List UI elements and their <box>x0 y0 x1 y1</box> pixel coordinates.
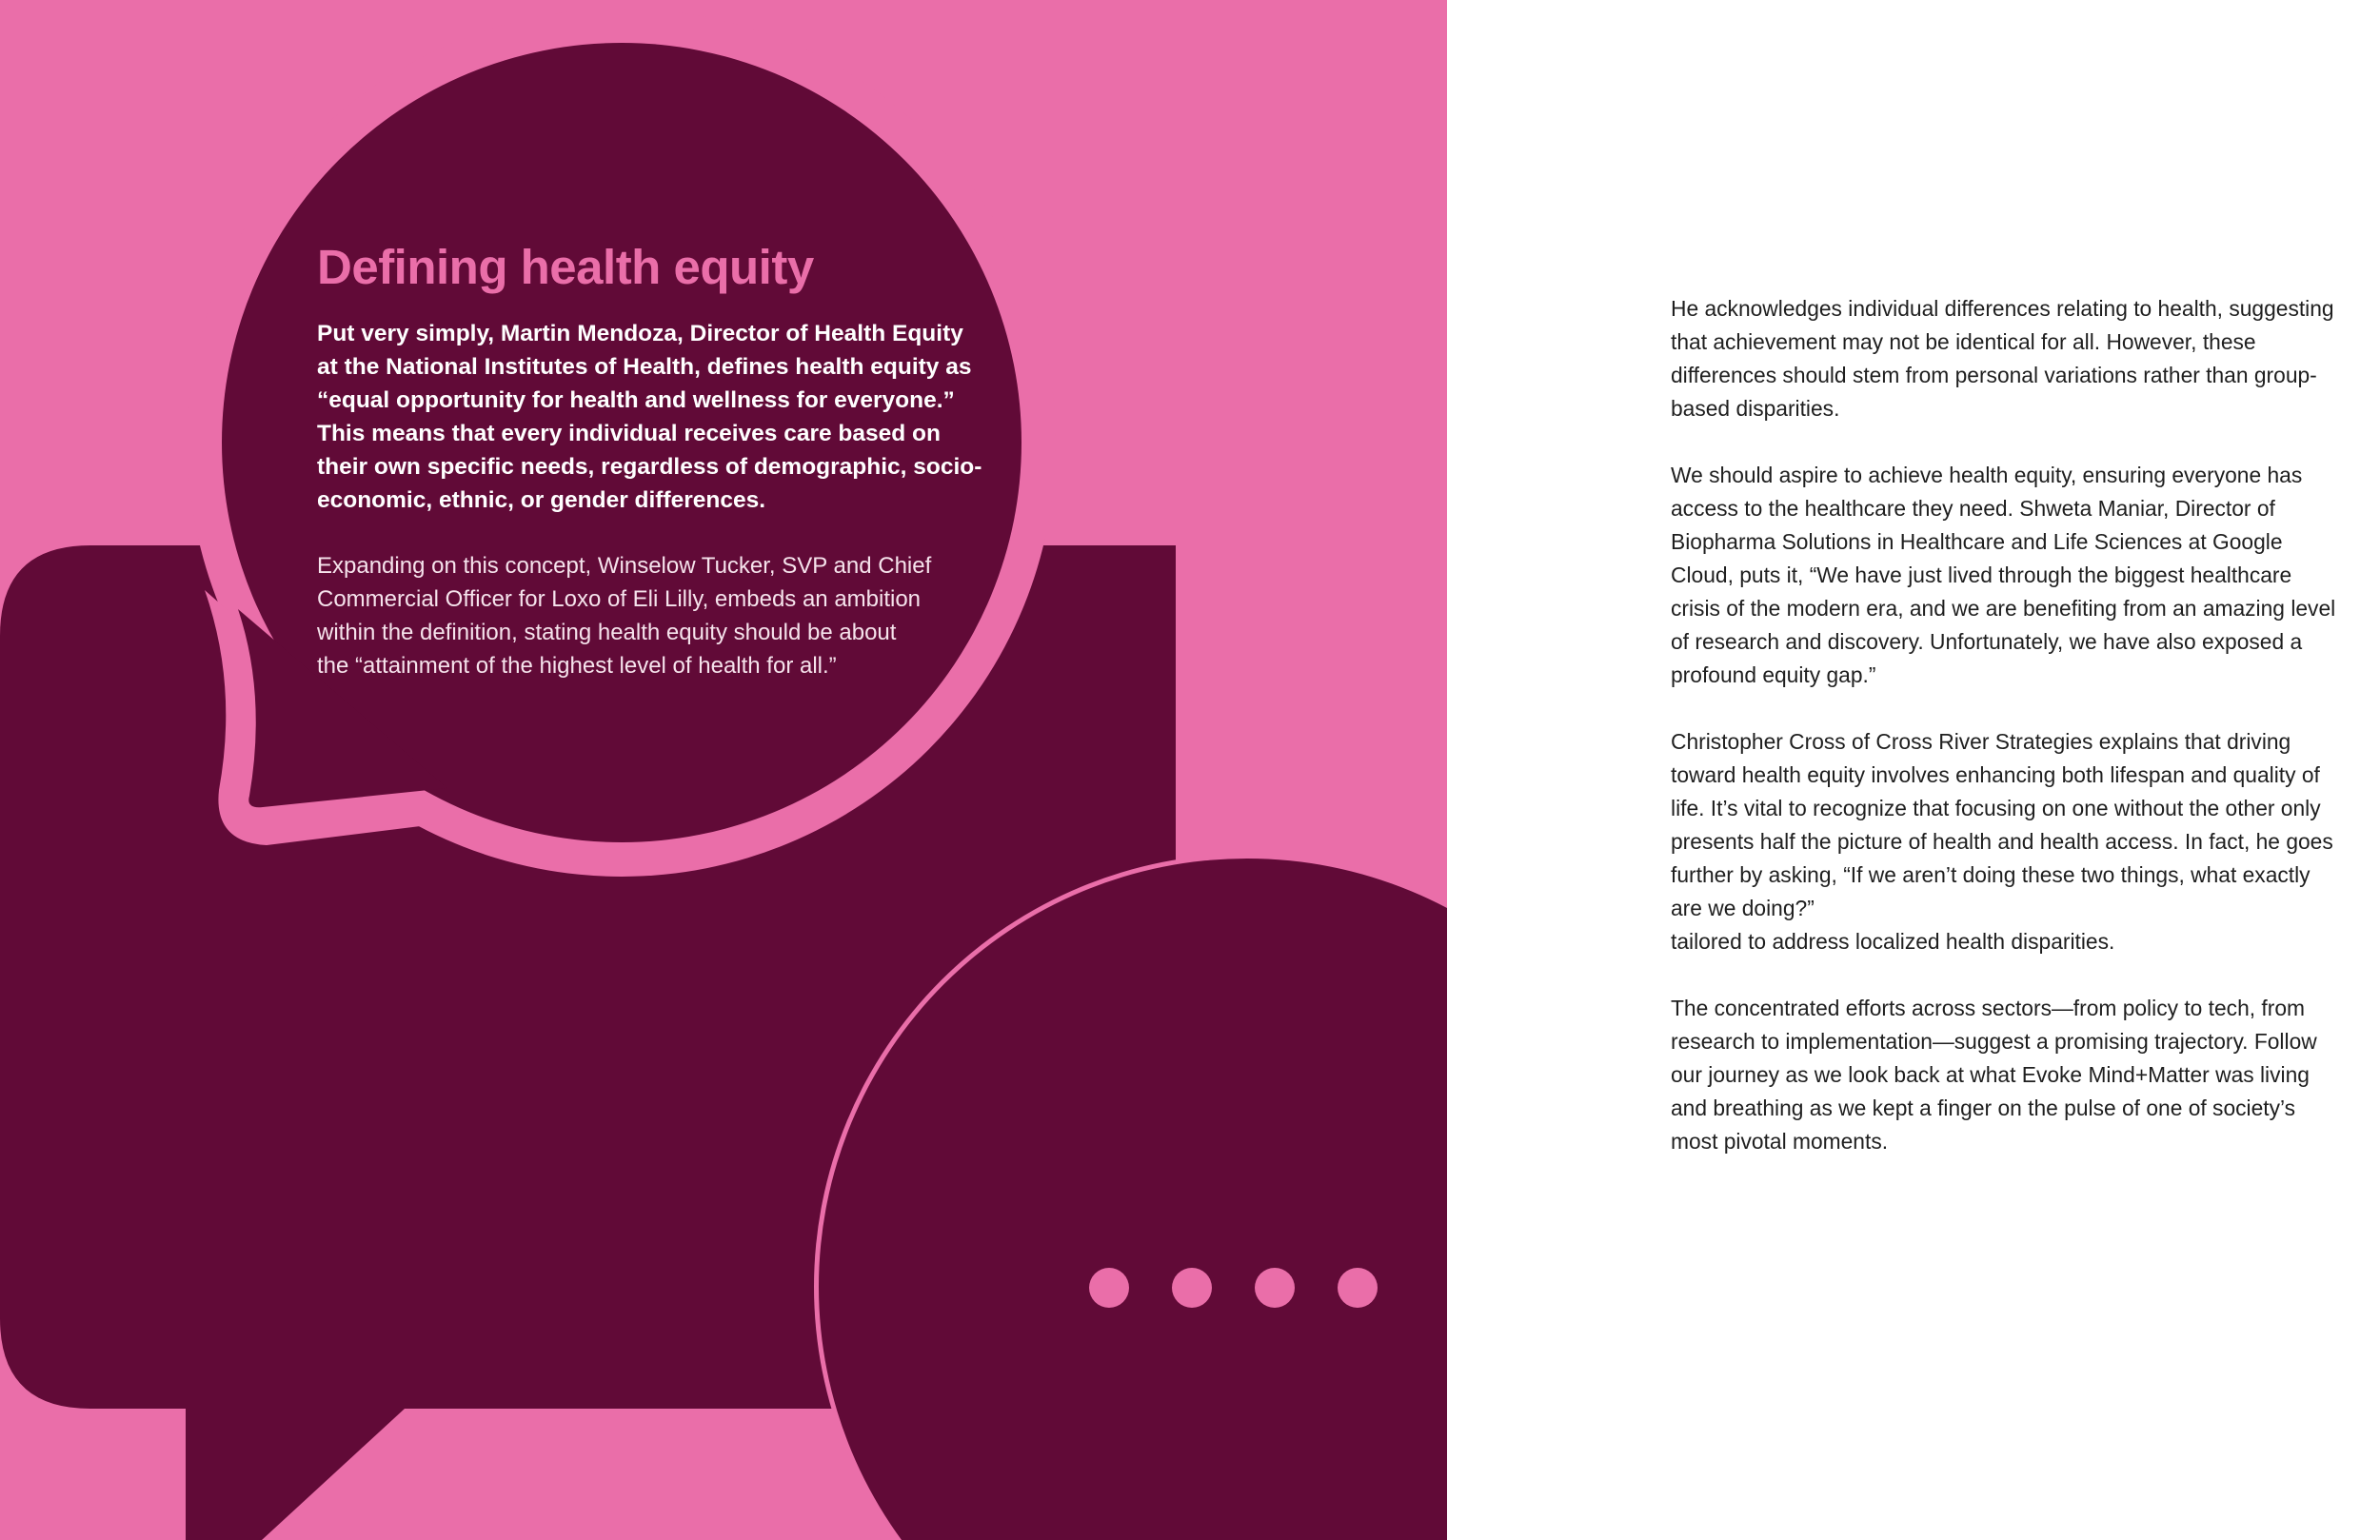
expanding-line: Expanding on this concept, Winselow Tucker, SVP and Chief <box>317 552 932 579</box>
expanding-line: Commercial Officer for Loxo of Eli Lilly, embeds an ambition <box>317 585 922 612</box>
body-paragraph: He acknowledges individual differences relating to health, suggesting that achievement may not be identical for all. However, these differences should stem from personal variations rather than group-based disparities. <box>1671 296 2334 421</box>
expanding-paragraph <box>317 549 932 682</box>
typing-dot-icon <box>1172 1268 1212 1308</box>
bubble-text-block <box>317 240 983 682</box>
expanding-line: within the definition, stating health equity should be about <box>317 619 897 645</box>
typing-dot-icon <box>1255 1268 1295 1308</box>
body-paragraph: The concentrated efforts across sectors—from policy to tech, from research to implementation—suggest a promising trajectory. Follow our journey as we look back at what Evoke Mind+Matter was living and breathing as we kept a finger on the pulse of one of society’s most pivotal moments. <box>1671 996 2317 1154</box>
expanding-line: the “attainment of the highest level of health for all.” <box>317 652 837 679</box>
typing-dot-icon <box>1089 1268 1129 1308</box>
intro-paragraph: Put very simply, Martin Mendoza, Director of Health Equity at the National Institutes of Health, defines health equity as “equal opportunity for health and wellness for everyone.” This means that every individual receives care based on their own specific needs, regardless of demographic, socio-economic, ethnic, or gender differences. <box>317 320 982 513</box>
page-title: Defining health equity <box>317 240 814 294</box>
body-paragraph: We should aspire to achieve health equity, ensuring everyone has access to the healthcare they need. Shweta Maniar, Director of Biopharma Solutions in Healthcare and Life Sciences at Google Cloud, puts it, “We have just lived through the biggest healthcare crisis of the modern era, and we are benefiting from an amazing level of research and discovery. Unfortunately, we have also exposed a profound equity gap.” <box>1671 463 2336 687</box>
right-page-text <box>1671 292 2337 1192</box>
typing-dot-icon <box>1338 1268 1378 1308</box>
body-paragraph: Christopher Cross of Cross River Strategies explains that driving toward health equity involves enhancing both lifespan and quality of life. It’s vital to recognize that focusing on one without the other only presents half the picture of health and health access. In fact, he goes further by asking, “If we aren’t doing these two things, what exactly are we doing?” tailored to address localized health disparities. <box>1671 729 2333 954</box>
